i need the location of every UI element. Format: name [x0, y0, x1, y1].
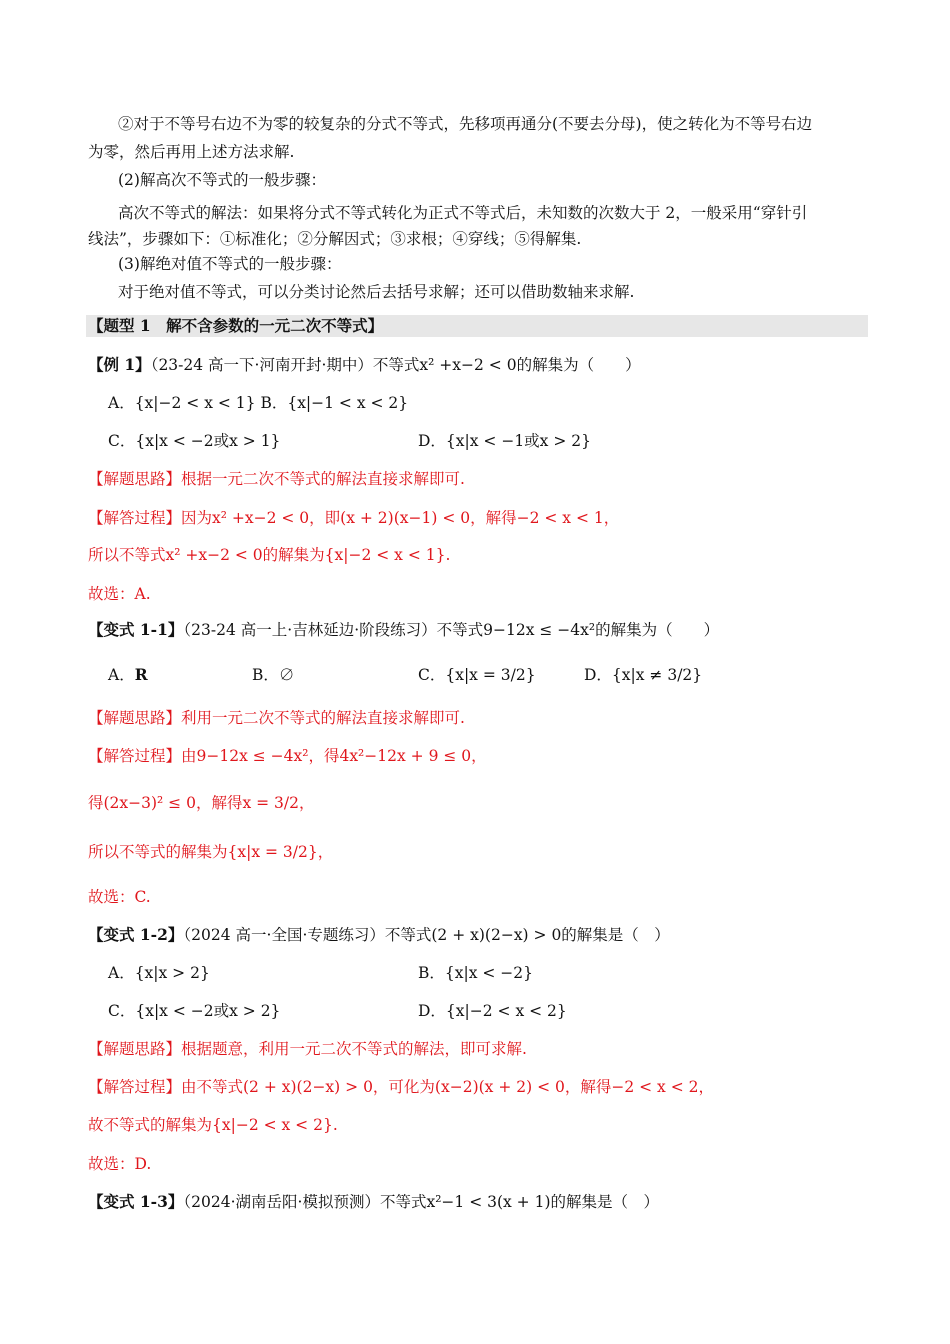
variant-1-3-question — [88, 1191, 880, 1213]
variant-1-1-process-line-2: 得(2x−3)² ≤ 0，解得x = 3/2， — [88, 794, 315, 812]
example-1-option-a-b: A．{x|−2 < x < 1} B．{x|−1 < x < 2} — [108, 394, 409, 412]
example-1-answer: 故选：A. — [88, 585, 151, 603]
variant-1-2-option-c: C．{x|x < −2或x > 2} — [108, 1002, 281, 1020]
intro-paragraph-2: (2)解高次不等式的一般步骤： — [118, 171, 326, 189]
intro-paragraph-4: (3)解绝对值不等式的一般步骤： — [118, 255, 342, 273]
example-1-idea: 【解题思路】根据一元二次不等式的解法直接求解即可. — [88, 470, 465, 488]
variant-1-2-answer: 故选：D. — [88, 1155, 152, 1173]
variant-1-1-option-c: C．{x|x = 3/2} — [418, 666, 536, 684]
variant-1-1-answer: 故选：C. — [88, 888, 151, 906]
variant-1-1-process-line-3: 所以不等式的解集为{x|x = 3/2}， — [88, 843, 334, 861]
variant-1-1-question-text: （23-24 高一上·吉林延边·阶段练习）不等式9−12x ≤ −4x²的解集为（ ） — [183, 621, 720, 639]
example-1-option-c: C．{x|x < −2或x > 1} — [108, 432, 281, 450]
variant-1-2-option-b: B．{x|x < −2} — [418, 964, 534, 982]
intro-paragraph-3: 高次不等式的解法：如果将分式不等式转化为正式不等式后，未知数的次数大于 2，一般采用“穿针引 — [118, 204, 808, 222]
variant-1-1-idea: 【解题思路】利用一元二次不等式的解法直接求解即可. — [88, 709, 465, 727]
variant-1-1-question — [88, 619, 880, 641]
variant-1-2-question — [88, 924, 880, 946]
example-1-option-d: D．{x|x < −1或x > 2} — [418, 432, 591, 450]
intro-paragraph-3-cont: 线法”，步骤如下：①标准化；②分解因式；③求根；④穿线；⑤得解集. — [88, 230, 582, 248]
variant-1-1-option-b: B．∅ — [252, 666, 295, 684]
variant-1-2-option-a: A．{x|x > 2} — [108, 964, 210, 982]
variant-1-2-idea: 【解题思路】根据题意，利用一元二次不等式的解法，即可求解. — [88, 1040, 527, 1058]
variant-1-1-tag: 【变式 1-1】 — [88, 620, 184, 639]
variant-1-2-process-line-1: 【解答过程】由不等式(2 + x)(2−x) > 0，可化为(x−2)(x + 2) < 0，解得−2 < x < 2， — [88, 1078, 714, 1096]
variant-1-3-question-text: （2024·湖南岳阳·模拟预测）不等式x²−1 < 3(x + 1)的解集是（ ） — [183, 1193, 660, 1211]
variant-1-2-process-line-2: 故不等式的解集为{x|−2 < x < 2}. — [88, 1116, 338, 1134]
example-1-question — [88, 354, 880, 376]
variant-1-1-option-a-value: R — [134, 665, 148, 684]
variant-1-2-option-d: D．{x|−2 < x < 2} — [418, 1002, 567, 1020]
example-1-question-text: （23-24 高一下·河南开封·期中）不等式x² +x−2 < 0的解集为（ ） — [150, 356, 641, 374]
variant-1-1-process-line-1: 【解答过程】由9−12x ≤ −4x²，得4x²−12x + 9 ≤ 0， — [88, 747, 487, 765]
example-1-process-line-2: 所以不等式x² +x−2 < 0的解集为{x|−2 < x < 1}. — [88, 546, 451, 564]
example-1-process-line-1: 【解答过程】因为x² +x−2 < 0，即(x + 2)(x−1) < 0，解得−2 < x < 1， — [88, 509, 620, 527]
intro-paragraph-1: ②对于不等号右边不为零的较复杂的分式不等式，先移项再通分(不要去分母)，使之转化为不等号右边 — [118, 115, 813, 133]
intro-paragraph-5: 对于绝对值不等式，可以分类讨论然后去括号求解；还可以借助数轴来求解. — [118, 283, 635, 301]
intro-paragraph-1-cont: 为零，然后再用上述方法求解. — [88, 143, 295, 161]
variant-1-1-option-a — [108, 664, 148, 686]
example-1-tag: 【例 1】 — [88, 355, 151, 374]
variant-1-2-question-text: （2024 高一·全国·专题练习）不等式(2 + x)(2−x) > 0的解集是（ ） — [183, 926, 670, 944]
variant-1-1-option-d: D．{x|x ≠ 3/2} — [584, 666, 703, 684]
variant-1-3-tag: 【变式 1-3】 — [88, 1192, 184, 1211]
section-heading: 【题型 1 解不含参数的一元二次不等式】 — [88, 316, 384, 335]
variant-1-2-tag: 【变式 1-2】 — [88, 925, 184, 944]
variant-1-1-option-a-prefix: A． — [108, 666, 135, 684]
